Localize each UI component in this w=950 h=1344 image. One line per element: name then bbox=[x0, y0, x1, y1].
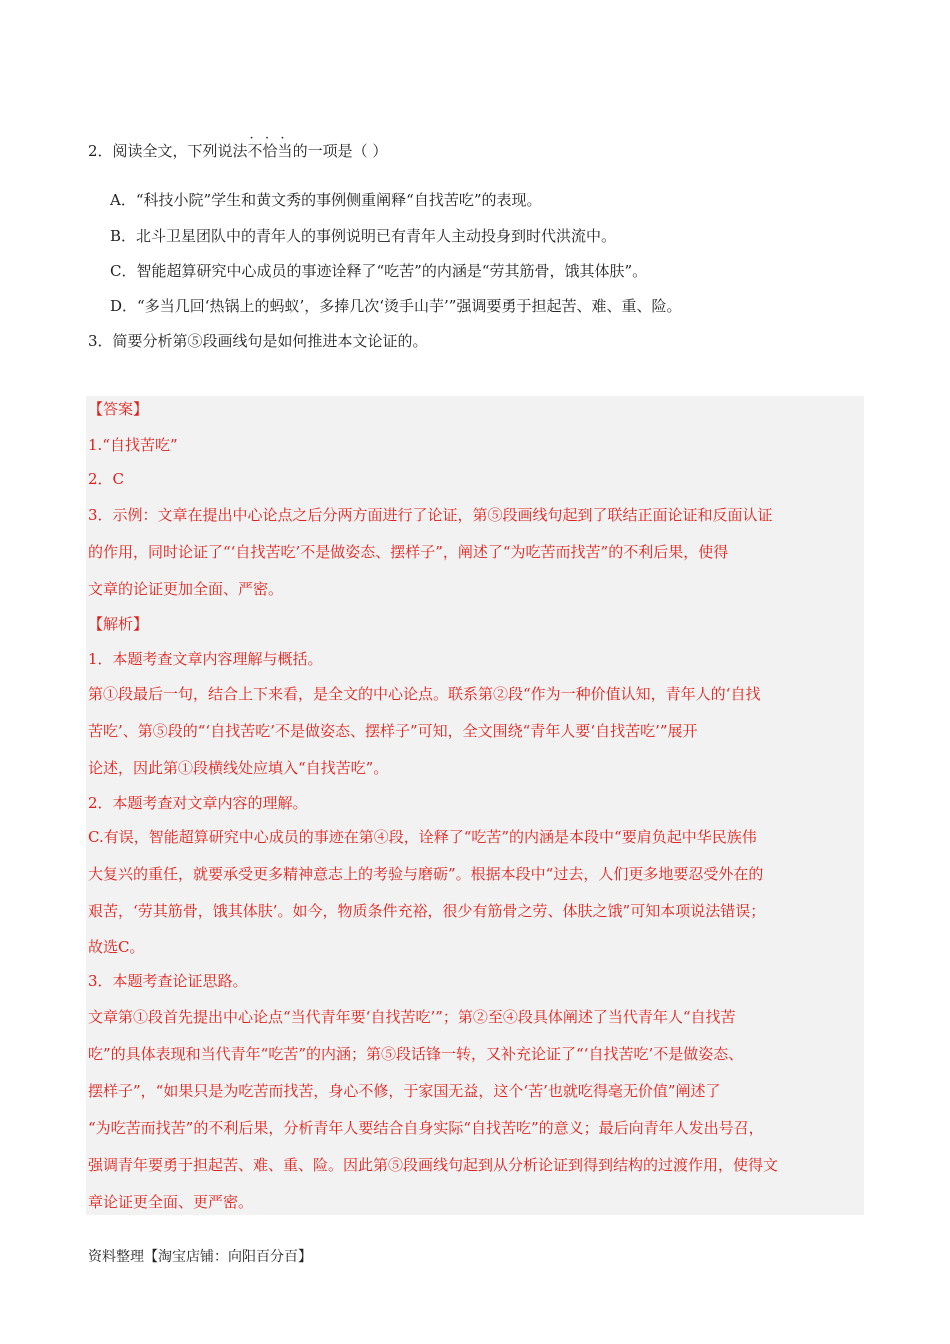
question-2-emphasis: · · · 不恰当 bbox=[248, 141, 293, 161]
analysis-line: 强调青年要勇于担起苦、难、重、险。因此第⑤段画线句起到从分析论证到得到结构的过渡作用，使得文 bbox=[88, 1156, 779, 1174]
analysis-line: 大复兴的重任，就要承受更多精神意志上的考验与磨砺”。根据本段中“过去，人们更多地要忍受外在的 bbox=[88, 865, 764, 883]
analysis-heading: 【解析】 bbox=[88, 615, 149, 633]
question-2-suffix: 的一项是（ ） bbox=[292, 142, 388, 160]
analysis-line: 艰苦，‘劳其筋骨，饿其体肤’。如今，物质条件充裕，很少有筋骨之劳、体肤之饿”可知本项说法错误； bbox=[88, 902, 766, 920]
option-b: B．北斗卫星团队中的青年人的事例说明已有青年人主动投身到时代洪流中。 bbox=[110, 227, 617, 245]
option-c: C．智能超算研究中心成员的事迹诠释了“吃苦”的内涵是“劳其筋骨，饿其体肤”。 bbox=[110, 262, 648, 280]
answer-line: 的作用，同时论证了“‘自找苦吃’不是做姿态、摆样子”，阐述了“为吃苦而找苦”的不利后果，使得 bbox=[88, 543, 729, 561]
option-d: D．“多当几回‘热锅上的蚂蚁’，多捧几次‘烫手山芋’”强调要勇于担起苦、难、重、险。 bbox=[110, 297, 682, 315]
analysis-line: 论述，因此第①段横线处应填入“自找苦吃”。 bbox=[88, 759, 389, 777]
analysis-line: 章论证更全面、更严密。 bbox=[88, 1193, 254, 1211]
analysis-line: 2．本题考查对文章内容的理解。 bbox=[88, 794, 308, 812]
analysis-line: 苦吃’、第⑤段的“‘自找苦吃’不是做姿态、摆样子”可知，全文围绕“青年人要‘自找苦吃’”展开 bbox=[88, 722, 698, 740]
question-3: 3．简要分析第⑤段画线句是如何推进本文论证的。 bbox=[88, 332, 428, 350]
option-a: A．“科技小院”学生和黄文秀的事例侧重阐释“自找苦吃”的表现。 bbox=[110, 191, 542, 209]
analysis-line: “为吃苦而找苦”的不利后果，分析青年人要结合自身实际“自找苦吃”的意义；最后向青年人发出号召， bbox=[88, 1119, 764, 1137]
question-2 bbox=[88, 141, 387, 161]
analysis-line: 第①段最后一句，结合上下来看，是全文的中心论点。联系第②段“作为一种价值认知，青年人的‘自找 bbox=[88, 685, 761, 703]
answer-heading: 【答案】 bbox=[88, 400, 149, 418]
answer-line: 2．C bbox=[88, 470, 125, 488]
analysis-line: 摆样子”，“如果只是为吃苦而找苦，身心不修，于家国无益，这个‘苦’也就吃得毫无价值”阐述了 bbox=[88, 1082, 721, 1100]
analysis-line: 吃”的具体表现和当代青年“吃苦”的内涵；第⑤段话锋一转，又补充论证了“‘自找苦吃’不是做姿态、 bbox=[88, 1045, 744, 1063]
analysis-line: 1．本题考查文章内容理解与概括。 bbox=[88, 650, 323, 668]
question-2-prefix: 2．阅读全文，下列说法 bbox=[88, 142, 248, 160]
analysis-line: C.有误，智能超算研究中心成员的事迹在第④段，诠释了“吃苦”的内涵是本段中“要肩负起中华民族伟 bbox=[88, 828, 757, 846]
answer-line: 1.“自找苦吃” bbox=[88, 436, 178, 454]
answer-line: 文章的论证更加全面、严密。 bbox=[88, 580, 284, 598]
analysis-line: 故选C。 bbox=[88, 938, 145, 956]
analysis-line: 3．本题考查论证思路。 bbox=[88, 972, 248, 990]
answer-line: 3．示例：文章在提出中心论点之后分两方面进行了论证，第⑤段画线句起到了联结正面论证和反面认证 bbox=[88, 506, 773, 524]
footer-credit: 资料整理【淘宝店铺：向阳百分百】 bbox=[88, 1249, 312, 1265]
analysis-line: 文章第①段首先提出中心论点“当代青年要‘自找苦吃’”；第②至④段具体阐述了当代青年人“自找苦 bbox=[88, 1008, 736, 1026]
